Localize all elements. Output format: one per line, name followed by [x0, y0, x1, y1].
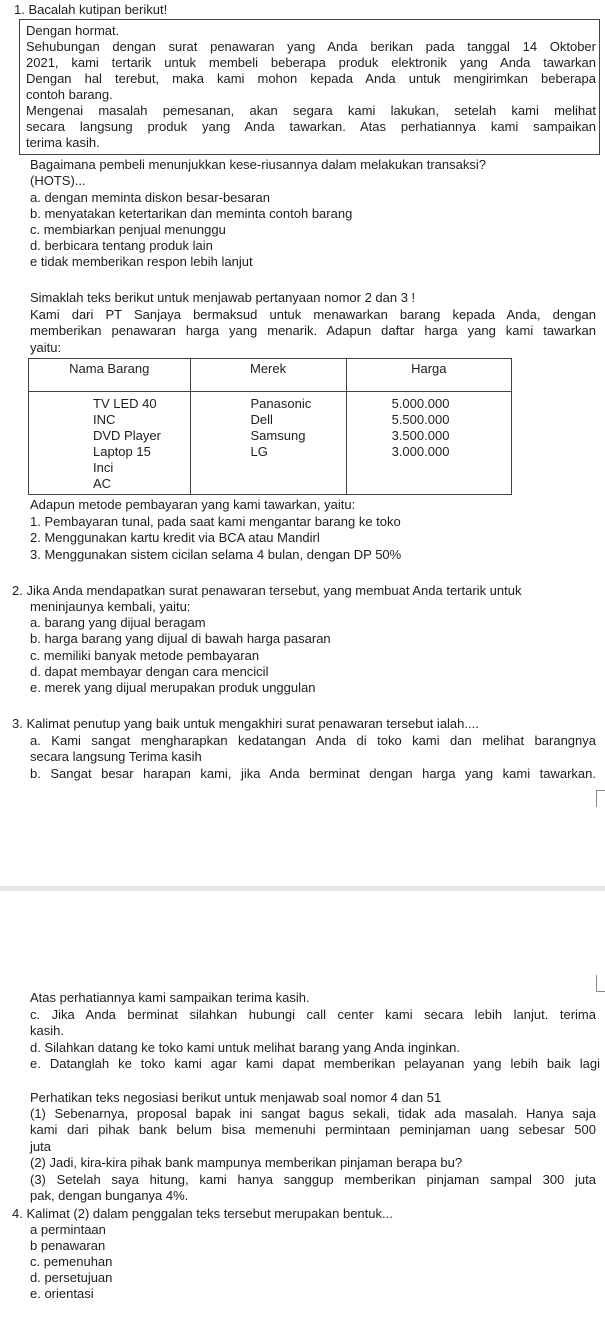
- q1-option-c: c. membiarkan penjual menunggu: [30, 222, 226, 237]
- table-cell: Dell: [250, 412, 273, 427]
- q4-question: 4. Kalimat (2) dalam penggalan teks tersebut merupakan bentuk...: [12, 1206, 393, 1221]
- q1-heading: 1. Bacalah kutipan berikut!: [14, 2, 168, 17]
- q3-option-d: d. Silahkan datang ke toko kami untuk melihat barang yang Anda inginkan.: [30, 1040, 461, 1055]
- table-cell: Panasonic: [250, 396, 312, 411]
- crop-mark: [596, 975, 605, 992]
- payment-title: Adapun metode pembayaran yang kami tawarkan, yaitu:: [30, 497, 356, 512]
- table-cell: 5.000.000: [391, 396, 450, 411]
- q4-option-a: a permintaan: [30, 1222, 106, 1237]
- q3-option-b: b. Sangat besar harapan kami, jika Anda berminat dengan harga yang kami tawarkan.: [30, 766, 596, 781]
- table-cell: DVD Player: [93, 428, 161, 443]
- negotiation-line: pak, dengan bunganya 4%.: [30, 1188, 189, 1203]
- table-cell: AC: [93, 476, 112, 491]
- q3-option-c: c. Jika Anda berminat silahkan hubungi call center kami secara lebih lanjut. terima: [30, 1007, 596, 1022]
- page-break-divider: [0, 886, 605, 891]
- q2-question: 2. Jika Anda mendapatkan surat penawaran tersebut, yang membuat Anda tertarik untuk: [12, 583, 522, 598]
- q3-option-b-continued: Atas perhatiannya kami sampaikan terima kasih.: [30, 990, 310, 1005]
- price-column: [346, 392, 511, 495]
- q1-option-e: e tidak memberikan respon lebih lanjut: [30, 254, 253, 269]
- brand-column: [190, 392, 346, 495]
- section-instruction: Simaklah teks berikut untuk menjawab pertanyaan nomor 2 dan 3 !: [30, 290, 416, 305]
- q4-option-d: d. persetujuan: [30, 1270, 113, 1285]
- negotiation-line: (3) Setelah saya hitung, kami hanya sanggup memberikan pinjaman sampal 300 juta: [30, 1172, 596, 1187]
- excerpt-line: Dengan hormat.: [26, 23, 120, 38]
- intro-line: yaitu:: [30, 340, 62, 355]
- q3-option-e: e. Datanglah ke toko kami agar kami dapat memberikan pelayanan yang lebih baik lagi: [30, 1056, 600, 1071]
- table-cell: 3.000.000: [391, 444, 450, 459]
- q3-option-a: secara langsung Terima kasih: [30, 749, 202, 764]
- table-cell: INC: [93, 412, 116, 427]
- table-cell: Laptop 15: [93, 444, 151, 459]
- negotiation-line: (1) Sebenarnya, proposal bapak ini sangat bagus sekali, tidak ada masalah. Hanya saja: [30, 1106, 596, 1121]
- q2-option-a: a. barang yang dijual beragam: [30, 615, 206, 630]
- q1-option-a: a. dengan meminta diskon besar-besaran: [30, 190, 270, 205]
- table-cell: Inci: [93, 460, 114, 475]
- q3-option-a: a. Kami sangat mengharapkan kedatangan Anda di toko kami dan melihat barangnya: [30, 733, 596, 748]
- excerpt-line: contoh barang.: [26, 87, 113, 102]
- negotiation-line: (2) Jadi, kira-kira pihak bank mampunya memberikan pinjaman berapa bu?: [30, 1155, 463, 1170]
- price-table: [28, 358, 512, 495]
- intro-line: memberikan penawaran harga yang menarik. Adapun daftar harga yang kami tawarkan: [30, 323, 596, 338]
- payment-item: 1. Pembayaran tunal, pada saat kami mengantar barang ke toko: [30, 514, 401, 529]
- negotiation-line: kami dari pihak bank belum bisa memenuhi permintaan peminjaman uang sebesar 500: [30, 1122, 596, 1137]
- negotiation-line: juta: [30, 1139, 51, 1154]
- table-cell: TV LED 40: [93, 396, 157, 411]
- payment-item: 2. Menggunakan kartu kredit via BCA atau Mandirl: [30, 530, 320, 545]
- negotiation-title: Perhatikan teks negosiasi berikut untuk menjawab soal nomor 4 dan 51: [30, 1090, 442, 1105]
- q4-option-b: b penawaran: [30, 1238, 106, 1253]
- q3-question: 3. Kalimat penutup yang baik untuk mengakhiri surat penawaran tersebut ialah....: [12, 716, 479, 731]
- payment-item: 3. Menggunakan sistem cicilan selama 4 bulan, dengan DP 50%: [30, 547, 402, 562]
- q1-question: Bagaimana pembeli menunjukkan kese-riusannya dalam melakukan transaksi?: [30, 157, 486, 172]
- q2-option-e: e. merek yang dijual merupakan produk unggulan: [30, 680, 316, 695]
- table-header: Harga: [346, 359, 511, 392]
- q1-option-b: b. menyatakan ketertarikan dan meminta contoh barang: [30, 206, 353, 221]
- q1-question: (HOTS)...: [30, 173, 86, 188]
- q4-option-c: c. pemenuhan: [30, 1254, 113, 1269]
- q2-option-b: b. harga barang yang dijual di bawah harga pasaran: [30, 631, 331, 646]
- q4-option-e: e. orientasi: [30, 1286, 94, 1301]
- excerpt-line: 2021, kami tertarik untuk membeli beberapa produk elektronik yang Anda tawarkan: [26, 55, 596, 70]
- table-header: Nama Barang: [29, 359, 191, 392]
- q2-option-c: c. memiliki banyak metode pembayaran: [30, 648, 260, 663]
- excerpt-line: Dengan hal terebut, maka kami mohon kepada Anda untuk mengirimkan beberapa: [26, 71, 596, 86]
- q1-option-d: d. berbicara tentang produk lain: [30, 238, 213, 253]
- table-cell: 3.500.000: [391, 428, 450, 443]
- excerpt-line: Mengenai masalah pemesanan, akan segara kami lakukan, setelah kami melihat: [26, 103, 596, 118]
- excerpt-line: terima kasih.: [26, 135, 100, 150]
- q3-option-c: kasih.: [30, 1023, 64, 1038]
- table-cell: LG: [250, 444, 268, 459]
- table-cell: 5.500.000: [391, 412, 450, 427]
- name-column: [29, 392, 191, 495]
- table-header: Merek: [190, 359, 346, 392]
- excerpt-line: secara langsung produk yang Anda tawarkan. Atas perhatiannya kami sampaikan: [26, 119, 596, 134]
- q2-option-d: d. dapat membayar dengan cara mencicil: [30, 664, 269, 679]
- excerpt-line: Sehubungan dengan surat penawaran yang Anda berikan pada tanggal 14 Oktober: [26, 39, 596, 54]
- table-cell: Samsung: [250, 428, 306, 443]
- q2-question: meninjaunya kembali, yaitu:: [30, 599, 191, 614]
- intro-line: Kami dari PT Sanjaya bermaksud untuk menawarkan barang kepada Anda, dengan: [30, 307, 596, 322]
- crop-mark: [596, 790, 605, 807]
